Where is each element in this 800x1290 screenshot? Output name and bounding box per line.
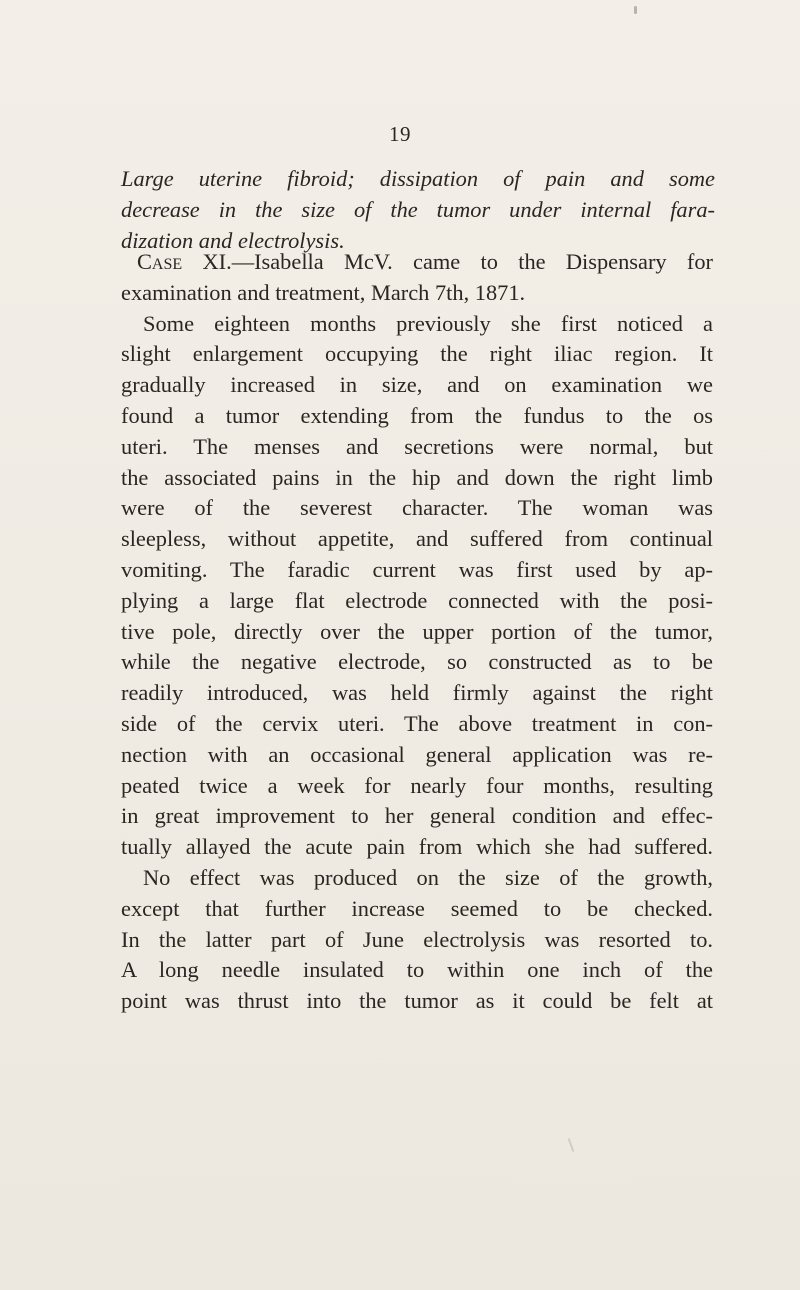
heading-line: Large uterine fibroid; dissipation of pain and some [121,166,715,191]
text-line: examination and treatment, March 7th, 1871. [121,279,526,305]
text-line: slight enlargement occupying the right iliac region. It [121,341,713,367]
text-line: peated twice a week for nearly four months, resulting [121,772,713,798]
text-line: side of the cervix uteri. The above treatment in con- [121,710,713,736]
text-line: tually allayed the acute pain from which she had suffered. [121,834,713,860]
text-line: tive pole, directly over the upper portion of the tumor, [121,618,713,644]
page-number: 19 [389,122,411,146]
text-line: in great improvement to her general condition and effec- [121,803,713,829]
text-line: vomiting. The faradic current was first used by ap- [121,556,713,582]
text-line: In the latter part of June electrolysis was resorted to. [121,926,713,952]
text-line: found a tumor extending from the fundus to the os [121,402,713,428]
text-line: A long needle insulated to within one inch of the [121,957,713,983]
text-line: point was thrust into the tumor as it could be felt at [121,988,713,1014]
text-line: plying a large flat electrode connected with the posi- [121,587,713,613]
text-line-first [121,247,713,278]
text-line: sleepless, without appetite, and suffered from continual [121,526,713,552]
heading-line: dization and electrolysis. [121,228,345,253]
text-line: while the negative electrode, so constructed as to be [121,649,713,675]
text-line: No effect was produced on the size of the growth, [143,864,713,890]
case-intro-text: —Isabella McV. came to the Dispensary for [231,249,714,274]
text-line: were of the severest character. The woman was [121,495,713,521]
text-line: the associated pains in the hip and down the right limb [121,464,713,490]
case-label: Case XI. [137,249,232,274]
text-line: nection with an occasional general application was re- [121,741,713,767]
case-body-text [121,247,713,1017]
case-heading [121,163,715,256]
text-line: readily introduced, was held firmly against the right [121,680,713,706]
heading-line: decrease in the size of the tumor under internal fara- [121,197,715,222]
print-speck [634,6,637,14]
text-line: except that further increase seemed to be checked. [121,895,713,921]
text-line: Some eighteen months previously she first noticed a [143,310,713,336]
text-line: gradually increased in size, and on examination we [121,372,713,398]
text-line: uteri. The menses and secretions were normal, but [121,433,713,459]
paper-mark [568,1138,575,1152]
